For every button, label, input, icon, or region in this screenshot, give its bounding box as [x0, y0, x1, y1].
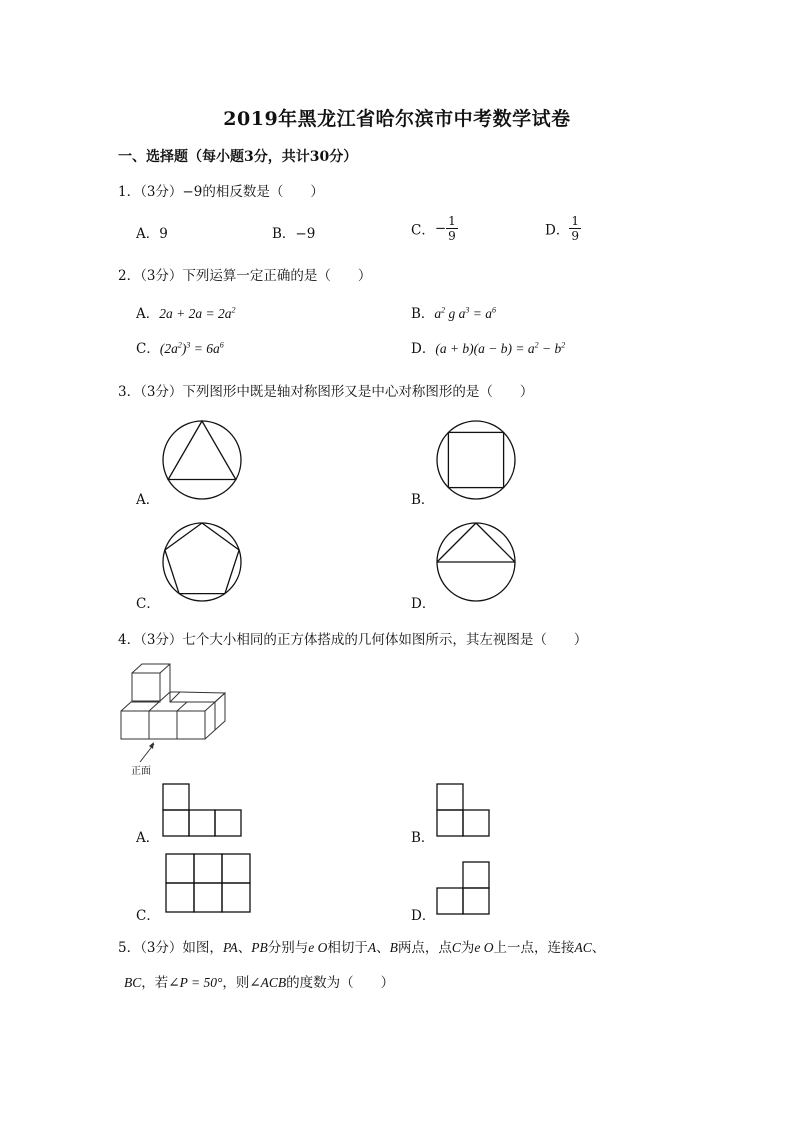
- figure-circle-pentagon: [160, 520, 244, 604]
- q2-option-a: [136, 302, 235, 322]
- formula: ∠P = 50°: [168, 975, 223, 990]
- q2-option-d-label: D．: [411, 341, 436, 357]
- view-option-a-figure: [162, 783, 246, 839]
- q1-option-c-label: C．: [411, 222, 435, 239]
- q5-text: 两点，点: [397, 940, 452, 956]
- question-4-stem: 4．（3分）七个大小相同的正方体搭成的几何体如图所示，其左视图是（ ）: [118, 632, 588, 648]
- q5-text: 为: [460, 940, 475, 956]
- page-title: 2019年黑龙江省哈尔滨市中考数学试卷: [223, 108, 571, 130]
- q4-option-d: D．: [411, 908, 436, 924]
- formula: B: [389, 940, 398, 955]
- q1-option-b: B．−9: [272, 226, 316, 242]
- figure-circle-triangle: [160, 418, 244, 502]
- question-2-stem: 2．（3分）下列运算一定正确的是（ ）: [118, 268, 372, 284]
- q3-option-c: C．: [136, 596, 160, 612]
- fraction-denominator: 9: [448, 229, 456, 243]
- q2-option-b-label: B．: [411, 306, 435, 322]
- formula: e O: [308, 940, 328, 955]
- view-option-c-figure: [165, 853, 255, 915]
- fraction-one-ninth: [446, 214, 458, 243]
- formula: PB: [251, 940, 268, 955]
- q2-option-d: [411, 337, 565, 357]
- formula: ∠ACB: [249, 975, 287, 990]
- figure-circle-inscribed-triangle: [434, 520, 518, 604]
- q2-option-a-label: A．: [136, 306, 160, 322]
- q5-text: 相切于: [327, 940, 368, 956]
- front-view-label: 正面: [131, 766, 151, 777]
- q3-option-b: B．: [411, 492, 435, 508]
- q4-option-a: A．: [136, 830, 160, 846]
- view-option-b-figure: [436, 783, 496, 839]
- formula: $(a + b)(a - b) = a^2 - b^2$: [435, 340, 566, 356]
- question-5-line-1: 5．（3分）如图，PA、PB分别与e O相切于A、B两点，点C为e O上一点，连接AC、: [118, 940, 606, 956]
- formula: $2a + 2a = 2a^2$: [159, 305, 236, 321]
- q5-text: 的度数为（ ）: [286, 975, 395, 991]
- fraction-numerator: 1: [448, 214, 456, 228]
- view-option-d-figure: [436, 861, 496, 917]
- q3-option-a: A．: [136, 492, 160, 508]
- formula: AC: [574, 940, 592, 955]
- question-1-stem: 1．（3分）−9的相反数是（ ）: [118, 184, 324, 200]
- fraction-numerator: 1: [571, 214, 579, 228]
- q1-option-c: [411, 214, 458, 243]
- q1-option-d: [545, 214, 581, 243]
- section-heading: 一、选择题（每小题3分，共计30分）: [118, 149, 358, 165]
- q2-option-c-label: C．: [136, 341, 160, 357]
- formula: A: [367, 940, 377, 955]
- fraction-one-ninth: [569, 214, 581, 243]
- fraction-denominator: 9: [571, 229, 579, 243]
- q5-text: ，若: [141, 975, 169, 991]
- q2-option-c: [136, 337, 224, 357]
- q5-text: 上一点，连接: [493, 940, 575, 956]
- figure-circle-square: [434, 418, 518, 502]
- q3-option-d: D．: [411, 596, 436, 612]
- formula: PA: [222, 940, 238, 955]
- q1-option-d-label: D．: [545, 222, 570, 239]
- formula: $(2a^2)^3 = 6a^6$: [159, 340, 224, 356]
- q5-prefix: 5．（3分）如图，: [118, 940, 223, 956]
- minus-sign: −: [434, 220, 447, 237]
- formula: C: [451, 940, 461, 955]
- q2-option-b: [411, 302, 496, 322]
- formula: BC: [124, 975, 142, 990]
- q5-text: ，则: [222, 975, 250, 991]
- q4-option-c: C．: [136, 908, 160, 924]
- q5-text: 分别与: [267, 940, 309, 956]
- formula: $a^2$ g $a^3 = a^6$: [434, 305, 497, 321]
- question-3-stem: 3．（3分）下列图形中既是轴对称图形又是中心对称图形的是（ ）: [118, 384, 534, 400]
- formula: e O: [474, 940, 494, 955]
- cube-stack-figure: [118, 662, 238, 757]
- q4-option-b: B．: [411, 830, 435, 846]
- q1-option-a: A．9: [136, 226, 168, 242]
- question-5-line-2: [124, 971, 394, 991]
